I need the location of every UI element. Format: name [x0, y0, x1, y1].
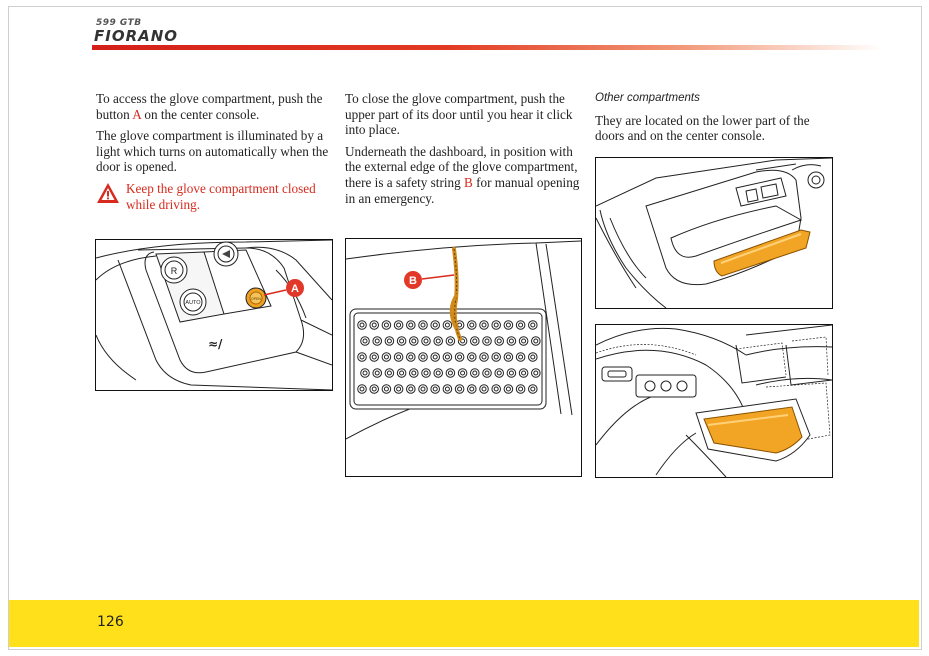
- button-r-label: R: [170, 266, 178, 276]
- paragraph-close: To close the glove compartment, push the upper part of its door until you hear it click into place.: [345, 91, 573, 138]
- warning-text: Keep the glove compartment closed while driving.: [126, 180, 316, 212]
- brand-logo: [92, 18, 232, 48]
- column-3: [595, 91, 833, 150]
- svg-text:OPEN: OPEN: [251, 297, 261, 301]
- svg-text:B: B: [409, 275, 417, 287]
- ref-a: A: [132, 106, 142, 122]
- ref-b: B: [464, 174, 473, 190]
- paragraph-safety-string: Underneath the dashboard, in position with the external edge of the glove compartment, there is a safety string B for manual opening in an emergency.: [345, 143, 580, 206]
- svg-text:A: A: [291, 283, 299, 295]
- figure-console-buttons: [95, 239, 333, 391]
- figure-door-pocket: [595, 157, 833, 309]
- button-auto-label: AUTO: [185, 300, 201, 306]
- page-number: 126: [97, 614, 124, 630]
- seat-icon: ≈/: [208, 337, 223, 351]
- brand-model: 599 GTB: [96, 18, 142, 28]
- subheading-other-compartments: Other compartments: [595, 92, 700, 104]
- brand-name: FIORANO: [94, 27, 179, 45]
- header-rule: [92, 45, 882, 50]
- figure-safety-string: [345, 238, 582, 477]
- column-2: [345, 91, 583, 212]
- warning-note: [96, 181, 336, 212]
- figure-console-compartment: [595, 324, 833, 478]
- paragraph-illumination: The glove compartment is illuminated by a light which turns on automatically when the door is opened.: [96, 128, 329, 175]
- warning-triangle-icon: [96, 182, 120, 204]
- column-1: [96, 91, 336, 212]
- paragraph-access: To access the glove compartment, push the button A on the center console.: [96, 91, 323, 122]
- page-footer: [9, 600, 919, 647]
- paragraph-other-compartments: They are located on the lower part of the doors and on the center console.: [595, 112, 810, 144]
